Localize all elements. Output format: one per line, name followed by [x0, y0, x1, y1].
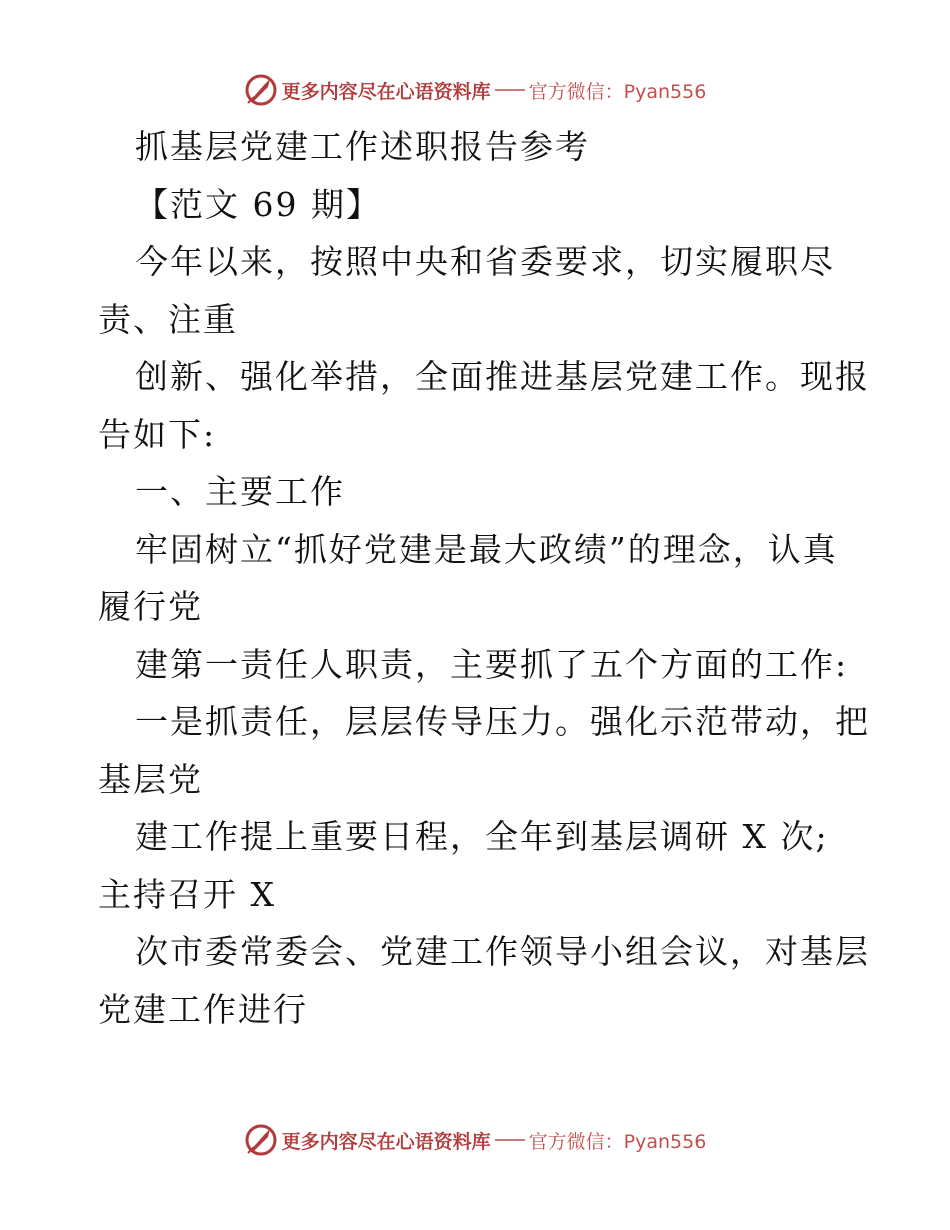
banner-slogan: 更多内容尽在心语资料库: [281, 80, 491, 103]
quill-logo-icon: [244, 1123, 278, 1157]
paragraph-line: 党建工作进行: [98, 989, 308, 1029]
paragraph-line: 创新、强化举措，全面推进基层党建工作。现报: [135, 357, 870, 396]
paragraph-line: 牢固树立“抓好党建是最大政绩”的理念，认真: [135, 529, 838, 569]
paragraph-line: 告如下:: [98, 414, 217, 454]
banner-slogan: 更多内容尽在心语资料库: [281, 1130, 491, 1153]
paragraph-line: 今年以来，按照中央和省委要求，切实履职尽: [135, 242, 835, 281]
document-title: 抓基层党建工作述职报告参考: [135, 127, 590, 166]
banner-wechat: 官方微信：Pyan556: [528, 1130, 707, 1153]
document-issue: 【范文 69 期】: [135, 184, 381, 224]
paragraph-line: 履行党: [98, 587, 203, 626]
header-banner: [0, 70, 950, 110]
banner-divider: [495, 89, 525, 91]
quill-logo-icon: [244, 73, 278, 107]
paragraph-line: 建第一责任人职责，主要抓了五个方面的工作:: [135, 644, 849, 684]
document-body: [98, 118, 868, 1038]
banner-divider: [495, 1139, 525, 1141]
footer-banner: [0, 1120, 950, 1160]
paragraph-line: 次市委常委会、党建工作领导小组会议，对基层: [135, 932, 870, 971]
banner-wechat: 官方微信：Pyan556: [528, 80, 707, 103]
paragraph-line: 建工作提上重要日程，全年到基层调研 X 次;: [135, 817, 829, 856]
paragraph-line: 基层党: [98, 759, 203, 799]
paragraph-line: 责、注重: [98, 299, 238, 339]
section-heading: 一、主要工作: [135, 472, 345, 511]
paragraph-line: 主持召开 X: [98, 874, 276, 914]
paragraph-line: 一是抓责任，层层传导压力。强化示范带动，把: [135, 702, 870, 741]
